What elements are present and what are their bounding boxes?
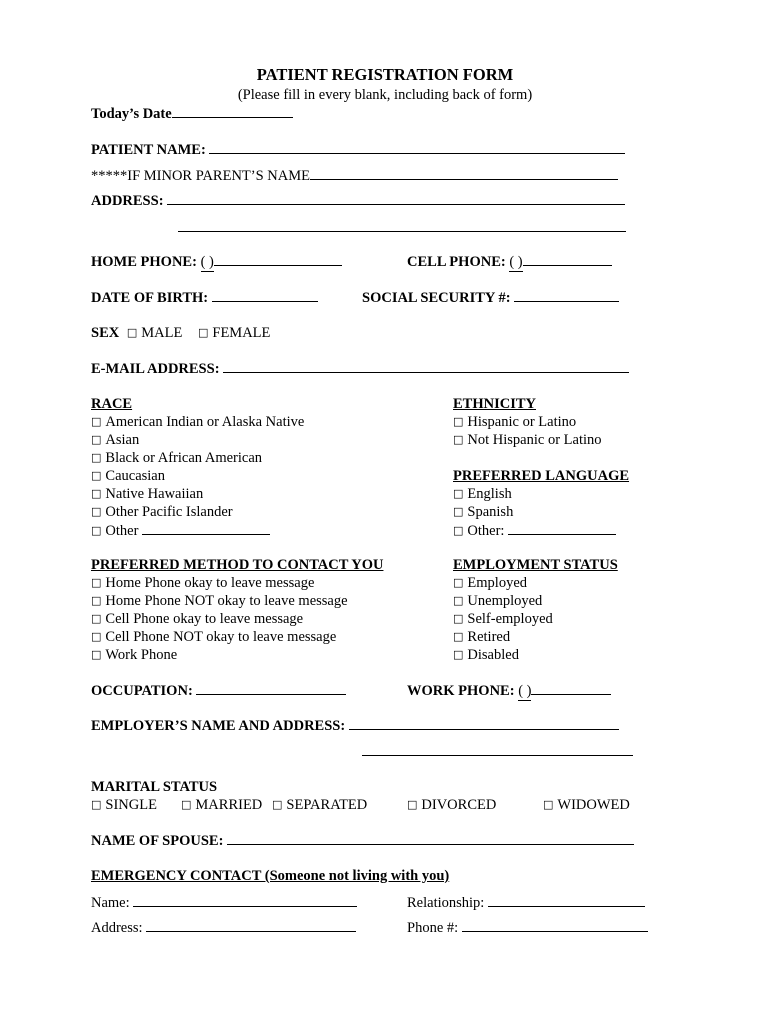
- contact-method-label: Home Phone NOT okay to leave message: [105, 593, 348, 609]
- colon: :: [192, 254, 197, 270]
- marital-option-label: DIVORCED: [421, 797, 497, 813]
- contact-method-option[interactable]: [91, 592, 348, 611]
- emergency-address-row: [91, 918, 356, 937]
- address-line-2-row: [178, 218, 626, 237]
- address-field-2[interactable]: [178, 218, 626, 232]
- language-option-label: English: [467, 486, 512, 502]
- employer-line-2-row: [362, 742, 633, 761]
- contact-method-option[interactable]: [91, 628, 336, 647]
- home-phone-field[interactable]: [214, 252, 342, 266]
- emergency-phone-row: [407, 918, 648, 937]
- checkbox-icon[interactable]: □: [91, 630, 102, 643]
- emergency-address-label: Address:: [91, 920, 143, 936]
- ethnicity-option-label: Not Hispanic or Latino: [467, 432, 602, 448]
- emergency-phone-field[interactable]: [462, 918, 648, 932]
- employment-heading: EMPLOYMENT STATUS: [453, 557, 618, 573]
- language-option-label: Spanish: [467, 504, 514, 520]
- occupation-label: OCCUPATION: [91, 683, 188, 699]
- race-option-other[interactable]: [91, 521, 270, 541]
- race-option-label: Other Pacific Islander: [105, 504, 233, 520]
- checkbox-icon[interactable]: □: [91, 798, 102, 811]
- checkbox-icon[interactable]: □: [91, 451, 102, 464]
- sex-row: [91, 324, 270, 343]
- employer-field-1[interactable]: [349, 716, 619, 730]
- email-row: [91, 359, 629, 378]
- contact-method-option[interactable]: [91, 574, 314, 593]
- employer-field-2[interactable]: [362, 742, 633, 756]
- contact-method-option[interactable]: [91, 646, 177, 665]
- emergency-heading: EMERGENCY CONTACT (Someone not living with you): [91, 868, 450, 884]
- employment-option-label: Disabled: [467, 647, 519, 663]
- colon: :: [218, 833, 224, 849]
- checkbox-icon[interactable]: □: [91, 433, 102, 446]
- employer-row: [91, 716, 619, 735]
- emergency-relationship-label: Relationship:: [407, 895, 485, 911]
- todays-date-label: Today’s Date: [91, 106, 172, 122]
- marital-option-married[interactable]: [181, 796, 262, 815]
- race-option-label: Native Hawaiian: [105, 486, 204, 502]
- ssn-field[interactable]: [514, 288, 619, 302]
- ethnicity-option[interactable]: [453, 431, 602, 450]
- colon: :: [500, 254, 506, 270]
- employer-label: EMPLOYER’S NAME AND ADDRESS: [91, 718, 341, 734]
- todays-date-row: [91, 104, 293, 123]
- work-phone-field[interactable]: [531, 681, 611, 695]
- marital-option-widowed[interactable]: [543, 796, 630, 815]
- emergency-relationship-row: [407, 893, 645, 912]
- ethnicity-option[interactable]: [453, 413, 576, 432]
- checkbox-icon[interactable]: □: [91, 415, 102, 428]
- marital-option-label: WIDOWED: [557, 797, 630, 813]
- employment-option-label: Retired: [467, 629, 511, 645]
- race-option-label: Asian: [105, 432, 140, 448]
- todays-date-field[interactable]: [172, 104, 293, 118]
- employment-option-label: Self-employed: [467, 611, 553, 627]
- language-option-label: Other:: [467, 523, 505, 539]
- patient-name-row: [91, 140, 625, 159]
- checkbox-icon[interactable]: □: [453, 576, 464, 589]
- emergency-name-field[interactable]: [133, 893, 357, 907]
- colon: :: [214, 361, 220, 377]
- language-option[interactable]: [453, 485, 512, 504]
- address-row: [91, 191, 625, 210]
- contact-method-heading: PREFERRED METHOD TO CONTACT YOU: [91, 557, 384, 573]
- ssn-label: SOCIAL SECURITY #: [362, 290, 506, 306]
- contact-method-label: Cell Phone NOT okay to leave message: [105, 629, 337, 645]
- checkbox-icon[interactable]: □: [91, 487, 102, 500]
- language-option[interactable]: [453, 503, 513, 522]
- employment-option-label: Unemployed: [467, 593, 543, 609]
- marital-option-separated[interactable]: [272, 796, 367, 815]
- patient-name-label: PATIENT NAME: [91, 142, 201, 158]
- home-phone-area-code[interactable]: ( ): [200, 254, 214, 270]
- checkbox-icon[interactable]: □: [453, 505, 464, 518]
- checkbox-icon[interactable]: □: [453, 612, 464, 625]
- spouse-label: NAME OF SPOUSE: [91, 833, 219, 849]
- ethnicity-option-label: Hispanic or Latino: [467, 414, 577, 430]
- form-subtitle: (Please fill in every blank, including back of form): [237, 87, 533, 103]
- cell-phone-area-code[interactable]: ( ): [509, 254, 523, 270]
- checkbox-icon[interactable]: □: [453, 415, 464, 428]
- sex-option-female[interactable]: [198, 325, 270, 341]
- race-option[interactable]: [91, 449, 262, 468]
- occupation-field[interactable]: [196, 681, 346, 695]
- dob-row: [91, 288, 318, 307]
- emergency-name-row: [91, 893, 357, 912]
- race-option[interactable]: [91, 503, 233, 522]
- marital-option-label: SEPARATED: [286, 797, 368, 813]
- checkbox-icon[interactable]: □: [453, 594, 464, 607]
- checkbox-icon[interactable]: □: [91, 612, 102, 625]
- cell-phone-field[interactable]: [523, 252, 612, 266]
- employment-option[interactable]: [453, 610, 553, 629]
- checkbox-icon[interactable]: □: [91, 505, 102, 518]
- home-phone-label: HOME PHONE: [91, 254, 193, 270]
- minor-parent-row: [91, 166, 618, 185]
- spouse-field[interactable]: [227, 831, 634, 845]
- colon: :: [187, 683, 193, 699]
- ethnicity-heading: ETHNICITY: [453, 396, 536, 412]
- race-option[interactable]: [91, 413, 304, 432]
- employment-option[interactable]: [453, 646, 519, 665]
- race-other-field[interactable]: [142, 521, 270, 535]
- patient-name-field[interactable]: [209, 140, 625, 154]
- occupation-row: [91, 681, 346, 700]
- race-option-label: Other: [105, 523, 139, 539]
- checkbox-icon[interactable]: □: [453, 524, 464, 537]
- minor-parent-field[interactable]: [310, 166, 618, 180]
- language-other-field[interactable]: [508, 521, 616, 535]
- marital-option-label: MARRIED: [195, 797, 263, 813]
- employment-option[interactable]: [453, 574, 527, 593]
- work-phone-row: [407, 681, 611, 701]
- form-title: PATIENT REGISTRATION FORM: [256, 65, 514, 84]
- marital-option-divorced[interactable]: [407, 796, 496, 815]
- work-phone-label: WORK PHONE: [407, 683, 510, 699]
- ssn-row: [362, 288, 619, 307]
- race-option-label: Black or African American: [105, 450, 263, 466]
- marital-option-label: SINGLE: [105, 797, 157, 813]
- colon: :: [509, 683, 515, 699]
- checkbox-icon[interactable]: □: [91, 524, 102, 537]
- checkbox-icon[interactable]: □: [91, 648, 102, 661]
- marital-heading: MARITAL STATUS: [91, 779, 218, 795]
- emergency-name-label: Name:: [91, 895, 130, 911]
- work-phone-area-code[interactable]: ( ): [518, 683, 532, 699]
- colon: :: [200, 142, 206, 158]
- race-option[interactable]: [91, 485, 203, 504]
- marital-option-single[interactable]: [91, 796, 157, 815]
- colon: :: [158, 193, 164, 209]
- employment-option-label: Employed: [467, 575, 528, 591]
- checkbox-icon[interactable]: □: [272, 798, 283, 811]
- dob-field[interactable]: [212, 288, 318, 302]
- contact-method-label: Work Phone: [105, 647, 178, 663]
- emergency-relationship-field[interactable]: [488, 893, 645, 907]
- dob-label: DATE OF BIRTH: [91, 290, 204, 306]
- employment-option[interactable]: [453, 592, 542, 611]
- checkbox-icon[interactable]: □: [453, 487, 464, 500]
- language-option-other[interactable]: [453, 521, 616, 541]
- contact-method-label: Home Phone okay to leave message: [105, 575, 315, 591]
- sex-option-label: FEMALE: [212, 325, 271, 341]
- checkbox-icon[interactable]: □: [126, 326, 138, 339]
- checkbox-icon[interactable]: □: [91, 594, 102, 607]
- home-phone-row: [91, 252, 342, 272]
- email-label: E-MAIL ADDRESS: [91, 361, 215, 377]
- race-option[interactable]: [91, 467, 165, 486]
- checkbox-icon[interactable]: □: [543, 798, 554, 811]
- sex-label: SEX: [91, 325, 120, 341]
- checkbox-icon[interactable]: □: [197, 326, 209, 339]
- contact-method-option[interactable]: [91, 610, 303, 629]
- contact-method-label: Cell Phone okay to leave message: [105, 611, 304, 627]
- cell-phone-row: [407, 252, 612, 272]
- colon: :: [505, 290, 511, 306]
- checkbox-icon[interactable]: □: [453, 630, 464, 643]
- employment-option[interactable]: [453, 628, 510, 647]
- sex-option-label: MALE: [141, 325, 183, 341]
- race-option-label: Caucasian: [105, 468, 165, 484]
- email-field[interactable]: [223, 359, 629, 373]
- emergency-address-field[interactable]: [146, 918, 356, 932]
- language-heading: PREFERRED LANGUAGE: [453, 468, 630, 484]
- colon: :: [203, 290, 209, 306]
- race-option-label: American Indian or Alaska Native: [105, 414, 305, 430]
- checkbox-icon[interactable]: □: [91, 469, 102, 482]
- minor-parent-label: *****IF MINOR PARENT’S NAME: [91, 168, 311, 184]
- emergency-phone-label: Phone #:: [407, 920, 459, 936]
- cell-phone-label: CELL PHONE: [407, 254, 501, 270]
- spouse-row: [91, 831, 634, 850]
- race-option[interactable]: [91, 431, 139, 450]
- checkbox-icon[interactable]: □: [407, 798, 418, 811]
- address-label: ADDRESS: [91, 193, 159, 209]
- race-heading: RACE: [91, 396, 133, 412]
- colon: :: [340, 718, 346, 734]
- checkbox-icon[interactable]: □: [453, 648, 464, 661]
- checkbox-icon[interactable]: □: [453, 433, 464, 446]
- checkbox-icon[interactable]: □: [91, 576, 102, 589]
- checkbox-icon[interactable]: □: [181, 798, 192, 811]
- address-field-1[interactable]: [167, 191, 625, 205]
- sex-option-male[interactable]: [127, 325, 183, 341]
